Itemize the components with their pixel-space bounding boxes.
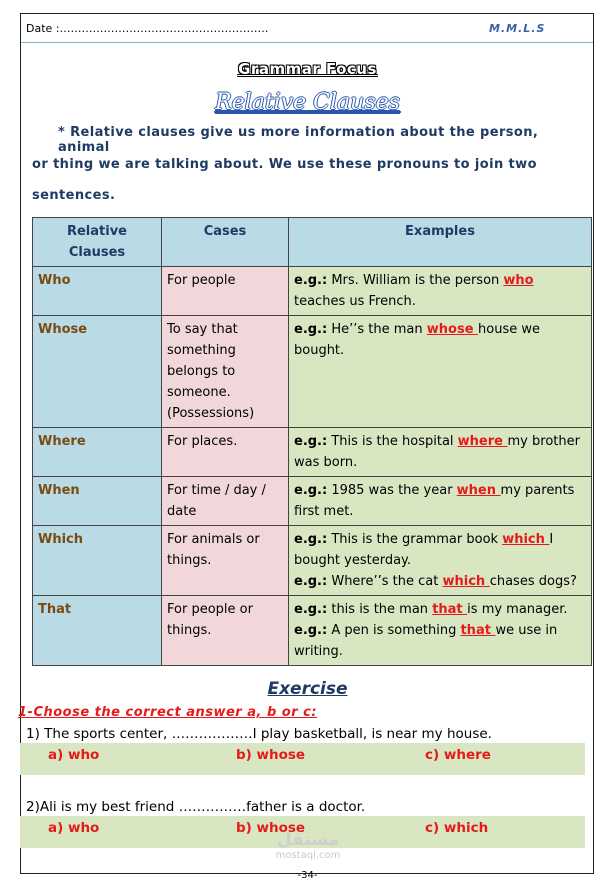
example-text: This is the hospital xyxy=(331,434,458,449)
date-field: Date :………………………………………………… xyxy=(26,22,269,35)
header-cases: Cases xyxy=(162,218,289,267)
clause-cell: Who xyxy=(33,267,162,316)
key-pronoun: where xyxy=(457,434,508,449)
key-pronoun: that xyxy=(460,623,496,638)
watermark-latin: mostaql.com xyxy=(275,850,341,861)
example-text: this is the man xyxy=(331,602,433,617)
option-b[interactable]: b) whose xyxy=(236,820,306,836)
table-row xyxy=(33,477,592,526)
header-relative-clauses: Relative Clauses xyxy=(33,218,162,267)
table-row xyxy=(33,267,592,316)
exercise-title: Exercise xyxy=(267,679,348,699)
option-b[interactable]: b) whose xyxy=(236,747,306,763)
table-row xyxy=(33,596,592,666)
clause-cell: Which xyxy=(33,526,162,596)
table-row xyxy=(33,316,592,428)
example-text: I bought yesterday. xyxy=(294,532,554,568)
example-cell xyxy=(289,477,592,526)
case-cell: For animals or things. xyxy=(162,526,289,596)
eg-label: e.g.: xyxy=(294,483,328,498)
eg-label: e.g.: xyxy=(294,574,328,589)
option-c[interactable]: c) where xyxy=(425,747,491,763)
eg-label: e.g.: xyxy=(294,532,328,547)
example-text: teaches us French. xyxy=(294,294,416,309)
clause-cell: When xyxy=(33,477,162,526)
example-cell xyxy=(289,267,592,316)
eg-label: e.g.: xyxy=(294,434,328,449)
question-1: 1) The sports center, ………………I play basketball, is near my house. xyxy=(26,726,492,742)
intro-line-2: or thing we are talking about. We use these pronouns to join two xyxy=(32,157,537,172)
topic-title: Relative Clauses xyxy=(215,90,400,115)
example-text: This is the grammar book xyxy=(331,532,503,547)
key-pronoun: who xyxy=(503,273,534,288)
example-text: my parents first met. xyxy=(294,483,575,519)
option-c[interactable]: c) which xyxy=(425,820,489,836)
example-cell xyxy=(289,428,592,477)
question-2: 2)Ali is my best friend ……………father is a doctor. xyxy=(26,799,366,815)
relative-clauses-table xyxy=(32,217,592,666)
header-examples: Examples xyxy=(289,218,592,267)
example-text: 1985 was the year xyxy=(331,483,457,498)
table-row xyxy=(33,526,592,596)
example-text: Mrs. William is the person xyxy=(331,273,504,288)
case-cell: For places. xyxy=(162,428,289,477)
example-text: my brother was born. xyxy=(294,434,580,470)
school-name: M.M.L.S xyxy=(489,22,546,35)
example-text: is my manager. xyxy=(467,602,568,617)
example-text: chases dogs? xyxy=(489,574,577,589)
clause-cell: That xyxy=(33,596,162,666)
key-pronoun: that xyxy=(432,602,468,617)
page-number: -34- xyxy=(297,870,318,881)
example-text: house we bought. xyxy=(294,322,541,358)
clause-cell: Where xyxy=(33,428,162,477)
case-cell: For time / day / date xyxy=(162,477,289,526)
example-text: A pen is something xyxy=(331,623,461,638)
grammar-focus-title: Grammar Focus xyxy=(238,60,377,78)
clause-cell: Whose xyxy=(33,316,162,428)
example-text: He’’s the man xyxy=(331,322,427,337)
key-pronoun: whose xyxy=(426,322,479,337)
eg-label: e.g.: xyxy=(294,322,328,337)
case-cell: For people or things. xyxy=(162,596,289,666)
case-cell: To say that something belongs to someone. (Possessions) xyxy=(162,316,289,428)
eg-label: e.g.: xyxy=(294,623,328,638)
intro-line-3: sentences. xyxy=(32,188,116,203)
eg-label: e.g.: xyxy=(294,602,328,617)
example-cell xyxy=(289,596,592,666)
option-a[interactable]: a) who xyxy=(48,820,100,836)
question-1-options xyxy=(20,743,585,775)
example-cell xyxy=(289,526,592,596)
table-row xyxy=(33,428,592,477)
key-pronoun: which xyxy=(442,574,490,589)
table-header-row xyxy=(33,218,592,267)
option-a[interactable]: a) who xyxy=(48,747,100,763)
watermark-arabic: مستقل xyxy=(276,830,340,850)
example-text: we use in writing. xyxy=(294,623,558,659)
example-text: Where’’s the cat xyxy=(331,574,443,589)
key-pronoun: when xyxy=(456,483,501,498)
exercise-instruction: 1-Choose the correct answer a, b or c: xyxy=(18,705,318,720)
eg-label: e.g.: xyxy=(294,273,328,288)
watermark xyxy=(268,830,348,861)
key-pronoun: which xyxy=(502,532,550,547)
example-cell xyxy=(289,316,592,428)
case-cell: For people xyxy=(162,267,289,316)
header-rule xyxy=(21,42,593,43)
intro-line-1: * Relative clauses give us more information about the person, animal xyxy=(58,125,539,155)
